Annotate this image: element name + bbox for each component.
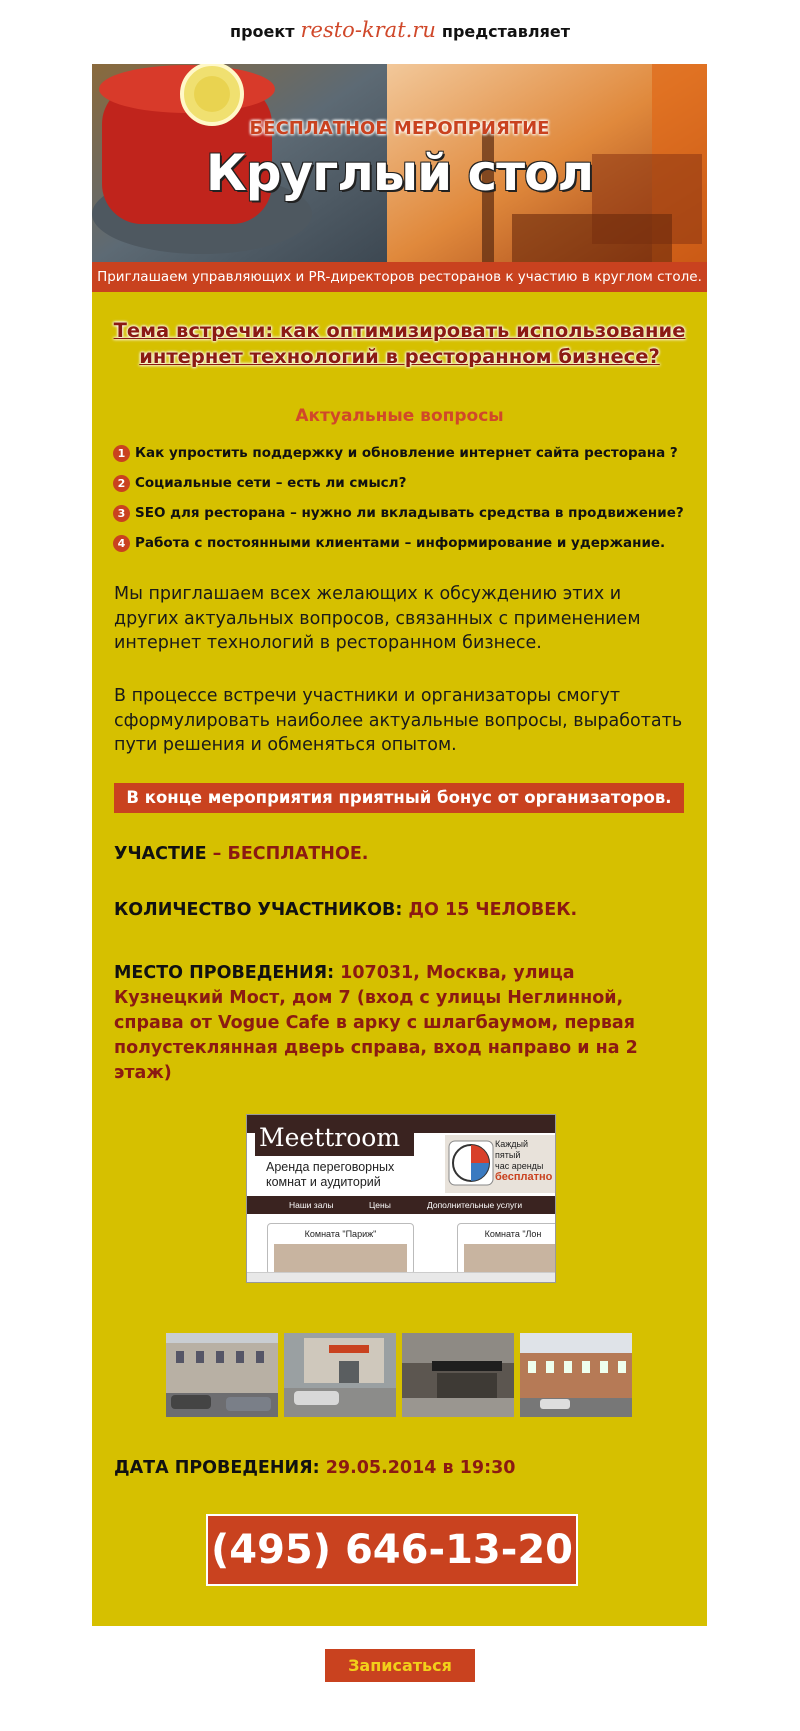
- room-card-photo: [464, 1244, 556, 1274]
- participant-count-value: ДО 15 ЧЕЛОВЕК.: [408, 900, 578, 920]
- participant-count-label: КОЛИЧЕСТВО УЧАСТНИКОВ:: [114, 900, 403, 920]
- promo-line-3: бесплатно: [495, 1171, 553, 1183]
- topic-line-1: Тема встречи: как оптимизировать использование: [113, 319, 686, 342]
- street-photo-image: [166, 1333, 278, 1417]
- clock-icon: [447, 1139, 495, 1189]
- participation-value: – БЕСПЛАТНОЕ.: [212, 844, 369, 864]
- street-photo-image: [520, 1333, 632, 1417]
- questions-heading: Актуальные вопросы: [295, 406, 504, 426]
- question-text: SEO для ресторана – нужно ли вкладывать средства в продвижение?: [135, 505, 684, 521]
- process-paragraph: В процессе встречи участники и организаторы смогут сформулировать наиболее актуальные вопросы, выработать пути решения и обменяться опытом.: [114, 686, 683, 755]
- number-badge: 4: [113, 535, 130, 552]
- participation-line: [114, 842, 654, 867]
- street-photo-image: [402, 1333, 514, 1417]
- list-item: [113, 468, 703, 498]
- number-badge: 2: [113, 475, 130, 492]
- number-badge: 1: [113, 445, 130, 462]
- site-tagline-line-1: Аренда переговорных: [266, 1160, 395, 1174]
- questions-list: [113, 438, 703, 558]
- question-text: Как упростить поддержку и обновление интернет сайта ресторана ?: [135, 445, 678, 461]
- street-photo[interactable]: [284, 1333, 396, 1417]
- date-value: 29.05.2014 в 19:30: [325, 1458, 516, 1478]
- brand-logo[interactable]: resto-krat.ru: [300, 18, 436, 42]
- list-item: [113, 498, 703, 528]
- header-prefix: проект: [230, 22, 295, 41]
- date-label: ДАТА ПРОВЕДЕНИЯ:: [114, 1458, 320, 1478]
- site-nav: [247, 1196, 555, 1214]
- number-badge: 3: [113, 505, 130, 522]
- promo-line-1: Каждый пятый: [495, 1139, 529, 1160]
- phone-number[interactable]: (495) 646-13-20: [206, 1514, 578, 1586]
- room-card-title: Комната "Париж": [304, 1229, 377, 1239]
- list-item: [113, 438, 703, 468]
- venue-website-screenshot[interactable]: [246, 1114, 556, 1283]
- room-card-title: Комната "Лон: [484, 1229, 542, 1239]
- room-card[interactable]: [457, 1223, 556, 1275]
- hero-title: Круглый стол: [205, 144, 594, 202]
- venue-photo-strip: [166, 1333, 636, 1417]
- venue-line: [114, 961, 654, 1086]
- question-text: Работа с постоянными клиентами – информирование и удержание.: [135, 535, 666, 551]
- intro-paragraph: Мы приглашаем всех желающих к обсуждению этих и других актуальных вопросов, связанных с применением интернет технологий в ресторанном бизнесе.: [114, 584, 641, 653]
- site-tagline: [266, 1160, 394, 1190]
- horizontal-scrollbar[interactable]: [247, 1272, 555, 1282]
- street-photo[interactable]: [520, 1333, 632, 1417]
- participation-label: УЧАСТИЕ: [114, 844, 207, 864]
- bonus-banner: В конце мероприятия приятный бонус от организаторов.: [114, 783, 684, 813]
- street-photo[interactable]: [166, 1333, 278, 1417]
- hero-banner: [92, 64, 707, 262]
- street-photo-image: [284, 1333, 396, 1417]
- date-line: [114, 1458, 515, 1478]
- list-item: [113, 528, 703, 558]
- site-nav-item[interactable]: Наши залы: [289, 1200, 334, 1210]
- room-card-photo: [274, 1244, 407, 1274]
- invitation-card: [92, 64, 707, 1626]
- header-line: [0, 18, 800, 42]
- promo-line-2: час аренды: [495, 1161, 544, 1171]
- topic-heading: [102, 318, 697, 370]
- venue-label: МЕСТО ПРОВЕДЕНИЯ:: [114, 963, 335, 983]
- site-tagline-line-2: комнат и аудиторий: [266, 1175, 381, 1189]
- promo-text: [495, 1139, 555, 1183]
- room-card[interactable]: [267, 1223, 414, 1275]
- site-promo: [445, 1135, 555, 1193]
- invitation-strip: Приглашаем управляющих и PR-директоров ресторанов к участию в круглом столе.: [92, 262, 707, 292]
- participant-count-line: [114, 898, 654, 923]
- hero-kicker: БЕСПЛАТНОЕ МЕРОПРИЯТИЕ: [249, 118, 550, 139]
- signup-button[interactable]: Записаться: [325, 1649, 475, 1682]
- question-text: Социальные сети – есть ли смысл?: [135, 475, 407, 491]
- site-logo: Meettroom: [255, 1120, 414, 1156]
- street-photo[interactable]: [402, 1333, 514, 1417]
- topic-line-2: интернет технологий в ресторанном бизнесе?: [139, 345, 660, 368]
- site-nav-item[interactable]: Цены: [369, 1200, 391, 1210]
- header-suffix: представляет: [441, 22, 570, 41]
- site-nav-item[interactable]: Дополнительные услуги: [427, 1200, 523, 1210]
- venue-address: 107031, Москва, улица Кузнецкий Мост, дом 7 (вход с улицы Неглинной, справа от Vogue Cafe в арку с шлагбаумом, первая полустеклянная дверь справа, вход направо и на 2 этаж): [114, 963, 638, 1083]
